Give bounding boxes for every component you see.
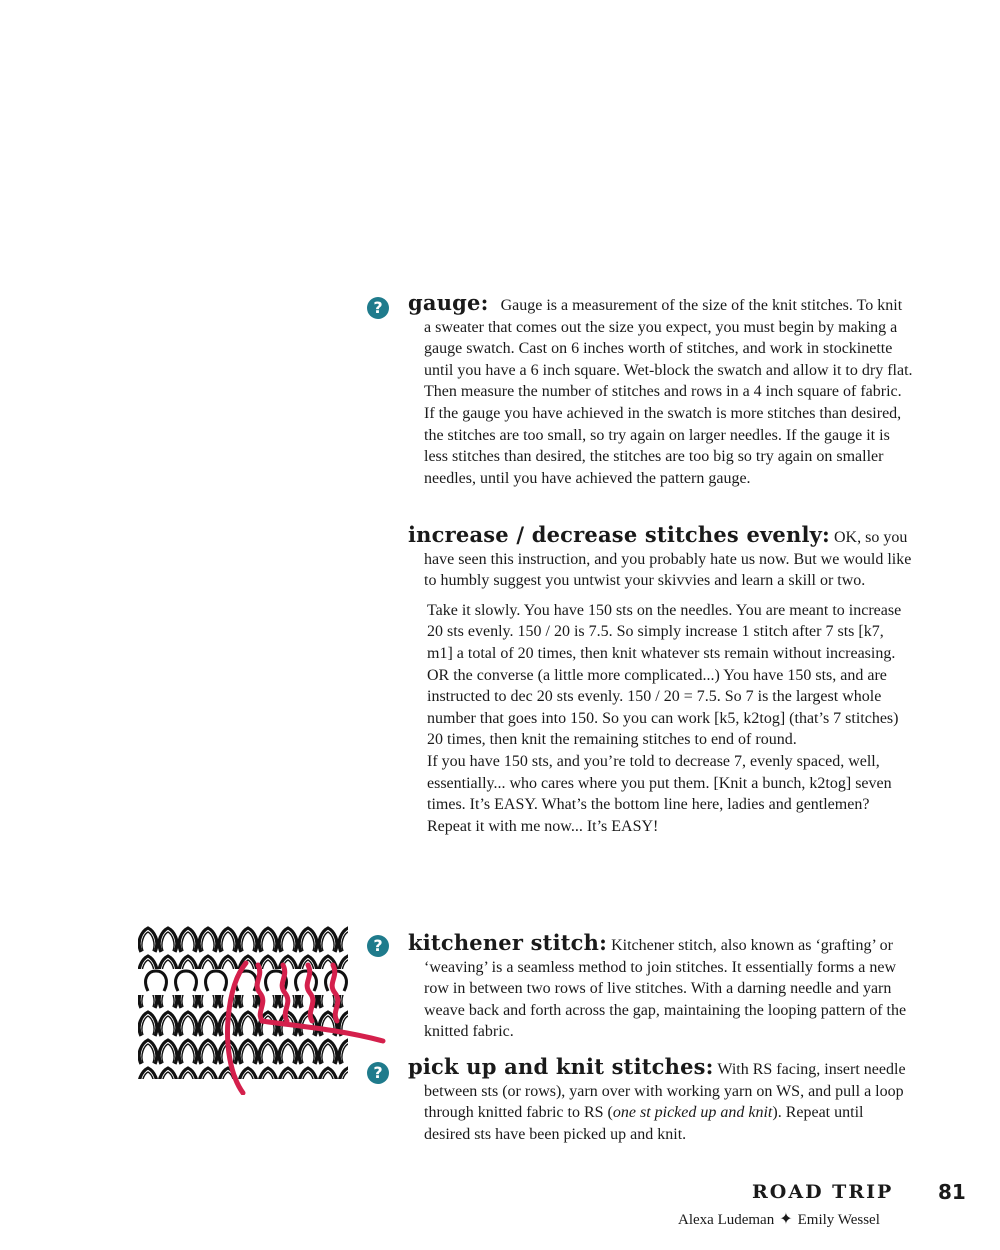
book-title: ROAD TRIP [752, 1181, 894, 1203]
kitchener-definition: Kitchener stitch, also known as ‘grafting’ or ‘weaving’ is a seamless method to join stitches. It essentially forms a new row in between two rows of live stitches. With a darning needle and yarn weave back and forth across the gap, maintaining the looping pattern of the knitted fabric. [424, 937, 907, 1041]
help-icon: ? [367, 1062, 389, 1084]
glossary-entry-gauge [408, 292, 913, 489]
term-pick-up-and-knit: pick up and knit stitches: [408, 1054, 714, 1079]
glossary-entry-increase-decrease [408, 524, 913, 837]
term-kitchener-stitch: kitchener stitch: [408, 930, 608, 955]
page-number: 81 [938, 1180, 966, 1204]
pickup-definition-italic: one st picked up and knit [612, 1104, 773, 1122]
author-name: Alexa Ludeman [678, 1212, 775, 1228]
gauge-definition: Gauge is a measurement of the size of the knit stitches. To knit a sweater that comes out the size you expect, you must begin by making a gauge swatch. Cast on 6 inches worth of stitches, and work in stockinette until you have a 6 inch square. Wet-block the swatch and allow it to dry flat. Then measure the number of stitches and rows in a 4 inch square of fabric. If the gauge you have achieved in the swatch is more stitches than desired, the stitches are too small, so try again on larger needles. If the gauge it is less stitches than desired, the stitches are too big so try again on smaller needles, until you have achieved the pattern gauge. [424, 297, 913, 487]
decrease-example-paragraph: OR the converse (a little more complicated...) You have 150 sts, and are instructed to dec 20 sts evenly. 150 / 20 = 7.5. So 7 is the largest whole number that goes into 150. So you can work [k5, k2tog] (that’s 7 stitches) 20 times, then knit the remaining stitches to end of round. [427, 666, 899, 749]
term-gauge: gauge: [408, 290, 489, 315]
author-name: Emily Wessel [797, 1212, 880, 1228]
increase-decrease-intro: OK, so you have seen this instruction, and you probably hate us now. But we would like to humbly suggest you untwist your skivvies and learn a skill or two. [424, 529, 912, 590]
increase-example-paragraph: Take it slowly. You have 150 sts on the needles. You are meant to increase 20 sts evenly. 150 / 20 is 7.5. So simply increase 1 stitch after 7 sts [k7, m1] a total of 20 times, then knit whatever sts remain without increasing. [427, 601, 902, 662]
help-icon: ? [367, 935, 389, 957]
help-icon: ? [367, 297, 389, 319]
pickup-definition: With RS facing, insert needle between sts (or rows), yarn over with working yarn on WS, and pull a loop through knitted fabric to RS ( [424, 1061, 906, 1122]
kitchener-stitch-illustration [138, 925, 388, 1095]
pickup-definition-tail: ). Repeat until desired sts have been picked up and knit. [424, 1104, 864, 1143]
decrease-7-paragraph: If you have 150 sts, and you’re told to decrease 7, evenly spaced, well, essentially... who cares where you put them. [Knit a bunch, k2tog] seven times. It’s EASY. What’s the bottom line here, ladies and gentlemen? Repeat it with me now... It’s EASY! [427, 752, 892, 835]
glossary-entry-kitchener [408, 932, 913, 1043]
term-increase-decrease: increase / decrease stitches evenly: [408, 522, 830, 547]
glossary-entry-pickup [408, 1056, 913, 1145]
separator-icon: ✦ [779, 1211, 793, 1228]
authors-line [678, 1209, 880, 1229]
